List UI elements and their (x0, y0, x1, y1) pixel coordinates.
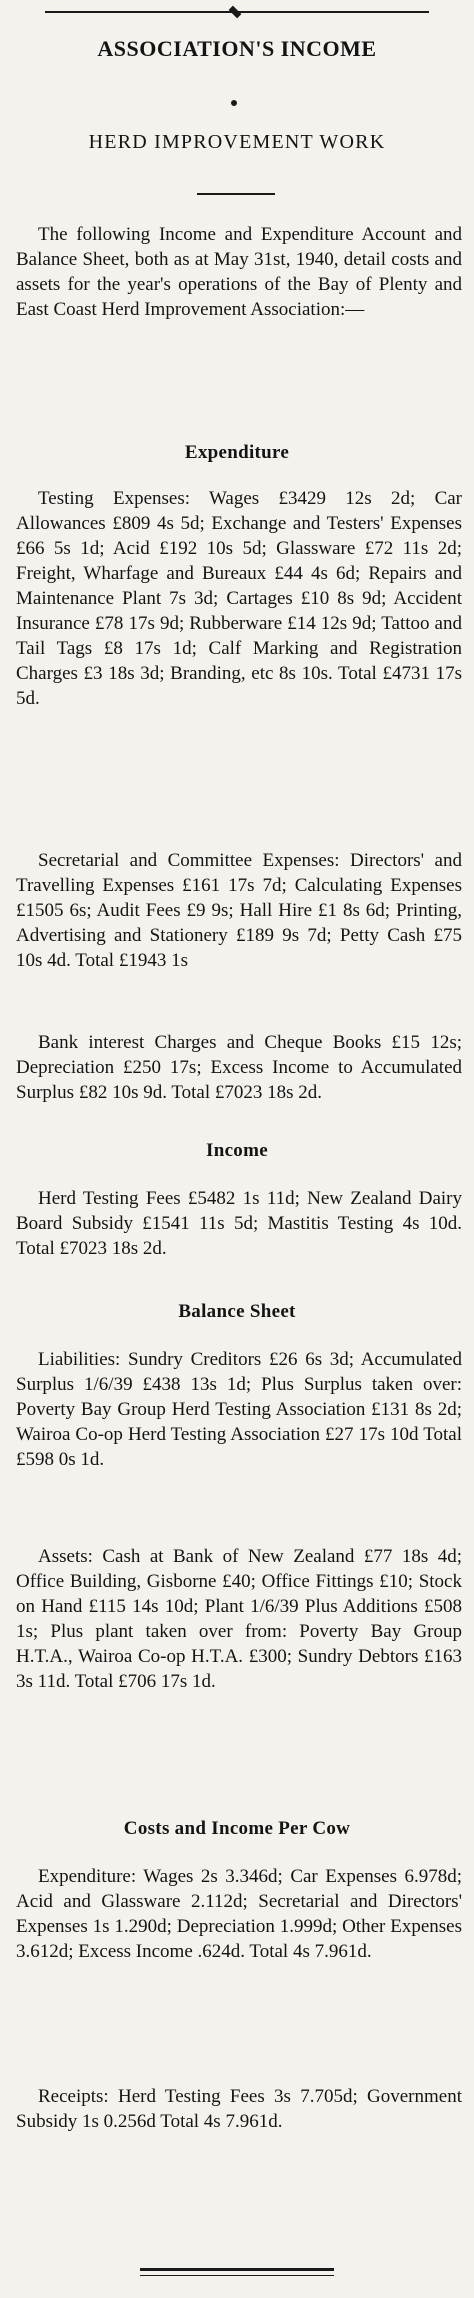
liabilities-paragraph: Liabilities: Sundry Creditors £26 6s 3d; Accumulated Surplus 1/6/39 £438 13s 1d; Plus Surplus taken over: Poverty Bay Group Herd Testing Association £131 8s 2d; Wairoa Co-op Herd Testing Association £27 17s 10d Total £598 0s 1d. (16, 1349, 462, 1470)
income-paragraph: Herd Testing Fees £5482 1s 11d; New Zealand Dairy Board Subsidy £1541 11s 5d; Mastitis Testing 4s 10d. Total £7023 18s 2d. (16, 1188, 462, 1259)
intro-paragraph: The following Income and Expenditure Account and Balance Sheet, both as at May 31st, 1940, detail costs and assets for the year's operations of the Bay of Plenty and East Coast Herd Improvement Association:— (16, 224, 462, 320)
per-cow-heading: Costs and Income Per Cow (123, 1818, 351, 1839)
income-heading: Income (206, 1140, 268, 1161)
bottom-divider-thin-rule (140, 2275, 334, 2276)
expenditure-testing-paragraph: Testing Expenses: Wages £3429 12s 2d; Car Allowances £809 4s 5d; Exchange and Testers' Expenses £66 5s 1d; Acid £192 10s 5d; Glassware £72 11s 2d; Freight, Wharfage and Bureaux £44 4s 6d; Repairs and Maintenance Plant 7s 3d; Cartages £10 8s 9d; Accident Insurance £78 17s 9d; Rubberware £14 12s 9d; Tattoo and Tail Tags £8 17s 1d; Calf Marking and Registration Charges £3 18s 3d; Branding, etc 8s 10s. Total £4731 17s 5d. (16, 488, 462, 709)
expenditure-bank-paragraph: Bank interest Charges and Cheque Books £15 12s; Depreciation £250 17s; Excess Income to Accumulated Surplus £82 10s 9d. Total £7023 18s 2d. (16, 1032, 462, 1103)
article-headline: ASSOCIATION'S INCOME (97, 36, 377, 61)
article-subheadline: HERD IMPROVEMENT WORK (88, 131, 386, 153)
subheadline-rule (197, 193, 275, 195)
per-cow-receipts-paragraph: Receipts: Herd Testing Fees 3s 7.705d; Government Subsidy 1s 0.256d Total 4s 7.961d. (16, 2086, 462, 2132)
expenditure-secretarial-paragraph: Secretarial and Committee Expenses: Directors' and Travelling Expenses £161 17s 7d; Calculating Expenses £1505 6s; Audit Fees £9 9s; Hall Hire £1 8s 6d; Printing, Advertising and Stationery £189 9s 7d; Petty Cash £75 10s 4d. Total £1943 1s (16, 850, 462, 971)
per-cow-expenditure-paragraph: Expenditure: Wages 2s 3.346d; Car Expenses 6.978d; Acid and Glassware 2.112d; Secretarial and Directors' Expenses 1s 1.290d; Depreciation 1.999d; Other Expenses 3.612d; Excess Income .624d. Total 4s 7.961d. (16, 1866, 462, 1962)
balance-sheet-heading: Balance Sheet (178, 1301, 296, 1322)
headline-bullet-ornament (231, 100, 237, 106)
assets-paragraph: Assets: Cash at Bank of New Zealand £77 18s 4d; Office Building, Gisborne £40; Office Fittings £10; Stock on Hand £115 14s 10d; Plant 1/6/39 Plus Additions £508 1s; Plus plant taken over from: Poverty Bay Group H.T.A., Wairoa Co-op H.T.A. £300; Sundry Debtors £163 3s 11d. Total £706 17s 1d. (16, 1546, 462, 1692)
top-divider-ornament (229, 6, 242, 19)
expenditure-heading: Expenditure (184, 442, 290, 463)
bottom-divider-rule (140, 2268, 334, 2271)
